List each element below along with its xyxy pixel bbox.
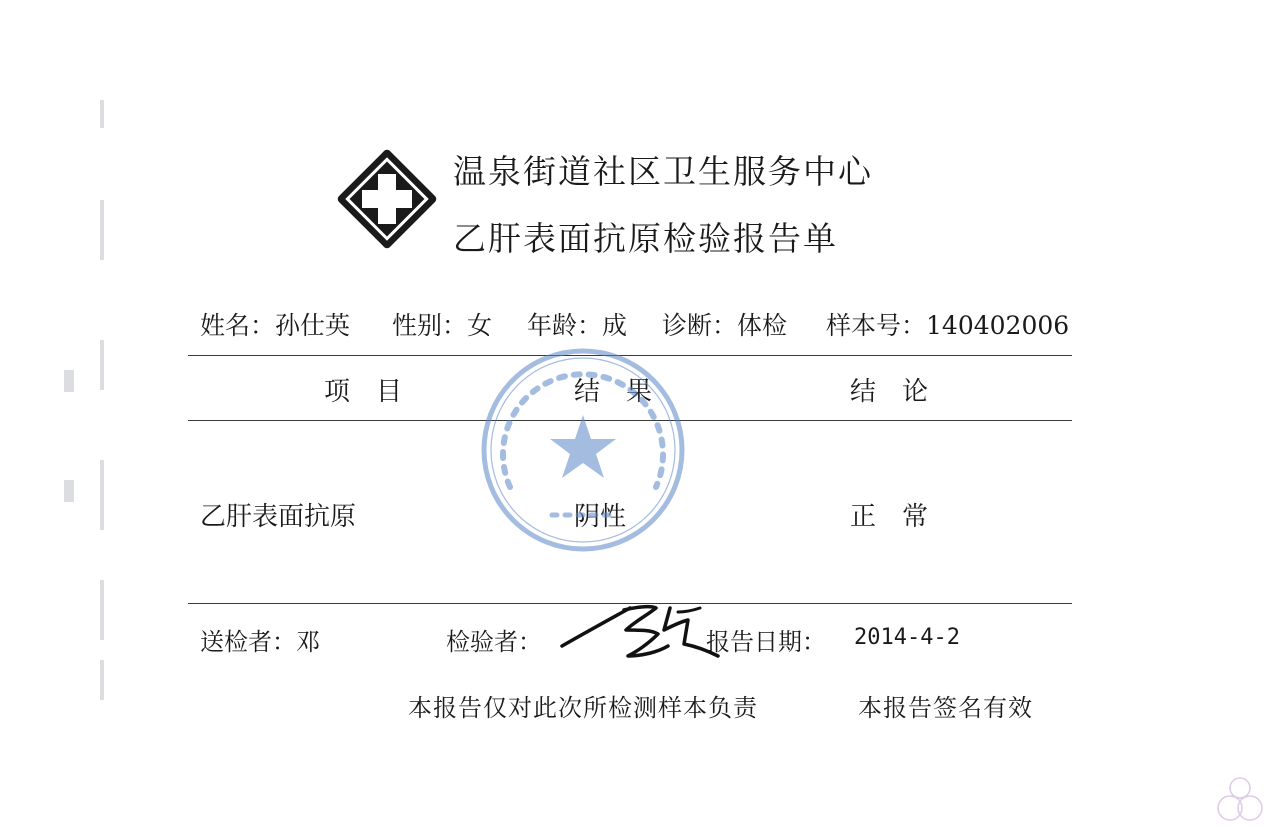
report-date-label: 报告日期： [706, 628, 826, 656]
responsibility-note: 本报告仅对此次所检测样本负责 [408, 694, 758, 722]
patient-diagnosis: 体检 [737, 311, 788, 340]
name-label: 姓名： [200, 311, 276, 340]
header-item: 项 目 [324, 377, 403, 407]
signature-valid-note: 本报告签名有效 [858, 694, 1033, 722]
test-result: 阴性 [574, 502, 627, 532]
sender-label: 送检者： [200, 628, 296, 656]
report-title: 乙肝表面抗原检验报告单 [453, 219, 838, 258]
sample-label: 样本号： [826, 311, 927, 340]
header-conclusion: 结 论 [850, 377, 929, 407]
sex-label: 性别： [392, 311, 468, 340]
diagnosis-label: 诊断： [662, 311, 738, 340]
medical-cross-logo-icon [337, 149, 437, 249]
institution-name: 温泉街道社区卫生服务中心 [453, 152, 873, 191]
patient-sex: 女 [467, 311, 493, 340]
sex-field [392, 306, 492, 342]
patient-name: 孙仕英 [275, 311, 351, 340]
sender-field [200, 622, 320, 657]
official-seal-stamp [480, 347, 686, 553]
corner-watermark-logo [1212, 772, 1268, 824]
inspector-signature [560, 600, 720, 664]
sample-number: 140402006 [926, 311, 1070, 340]
diagnosis-field [662, 306, 787, 342]
age-field [527, 306, 627, 342]
test-item: 乙肝表面抗原 [200, 502, 357, 532]
sample-field [826, 306, 1069, 342]
test-conclusion: 正 常 [850, 502, 929, 532]
name-field [200, 306, 350, 342]
sender-name: 邓 [296, 628, 320, 656]
header-result: 结 果 [574, 377, 653, 407]
report-date: 2014-4-2 [854, 625, 960, 650]
patient-age: 成 [602, 311, 628, 340]
scan-edge-artifacts [60, 60, 120, 780]
age-label: 年龄： [527, 311, 603, 340]
inspector-label: 检验者： [446, 628, 542, 656]
